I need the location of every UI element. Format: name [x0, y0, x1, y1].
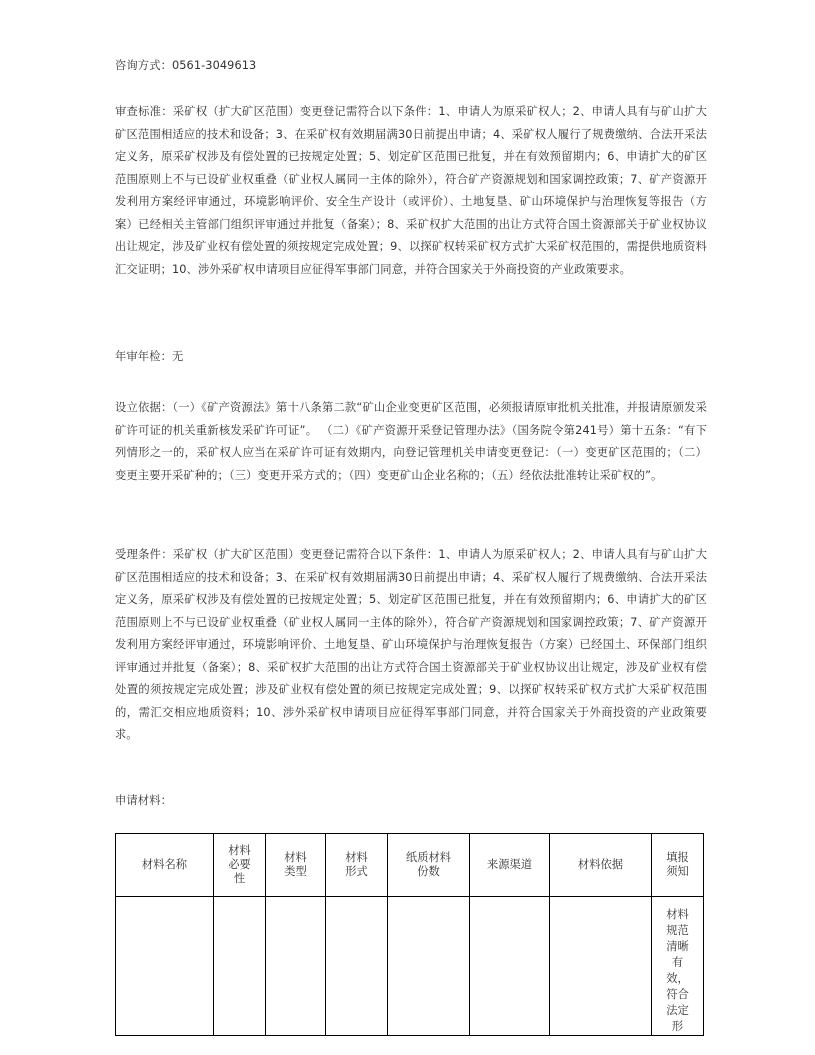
acceptance-conditions: 受理条件：采矿权（扩大矿区范围）变更登记需符合以下条件：1、申请人为原采矿权人；2、申请人具有与矿山扩大矿区范围相适应的技术和设备；3、在采矿权有效期届满30日前提出申请；4、采矿权人履行了规费缴纳、合法开采法定义务，原采矿权涉及有偿处置的已按规定处置；5、划定矿区范围已批复，并在有效预留期内；6、申请扩大的矿区范围原则上不与已设矿业权重叠（矿业权人属同一主体的除外），符合矿产资源规划和国家调控政策；7、矿产资源开发利用方案经评审通过，环境影响评价、土地复垦、矿山环境保护与治理恢复报告（方案）已经国土、环保部门组织评审通过并批复（备案）；8、采矿权扩大范围的出让方式符合国土资源部关于矿业权协议出让规定，涉及矿业权有偿处置的须按规定完成处置；涉及矿业权有偿处置的须已按规定完成处置；9、以探矿权转采矿权方式扩大采矿权范围的，需汇交相应地质资料；10、涉外采矿权申请项目应征得军事部门同意，并符合国家关于外商投资的产业政策要求。 — [115, 548, 707, 741]
header-necessity: 材料必要性 — [214, 834, 266, 897]
header-fill-notes: 填报须知 — [652, 834, 704, 897]
header-source-channel: 来源渠道 — [470, 834, 550, 897]
header-material-name: 材料名称 — [116, 834, 214, 897]
materials-table — [115, 833, 704, 1036]
header-material-type: 材料类型 — [266, 834, 326, 897]
consult-info: 咨询方式：0561-3049613 — [115, 59, 257, 72]
fill-note-text: 材料规范清晰有效，符合法定形 — [666, 908, 689, 1033]
header-material-form: 材料形式 — [326, 834, 388, 897]
table-row — [116, 897, 704, 1036]
review-standard: 审查标准：采矿权（扩大矿区范围）变更登记需符合以下条件：1、申请人为原采矿权人；2、申请人具有与矿山扩大矿区范围相适应的技术和设备；3、在采矿权有效期届满30日前提出申请；4、采矿权人履行了规费缴纳、合法开采法定义务，原采矿权涉及有偿处置的已按规定处置；5、划定矿区范围已批复，并在有效预留期内；6、申请扩大的矿区范围原则上不与已设矿业权重叠（矿业权人属同一主体的除外），符合矿产资源规划和国家调控政策；7、矿产资源开发利用方案经评审通过，环境影响评价、安全生产设计（或评价）、土地复垦、矿山环境保护与治理恢复等报告（方案）已经相关主管部门组织评审通过并批复（备案）；8、采矿权扩大范围的出让方式符合国土资源部关于矿业权协议出让规定，涉及矿业权有偿处置的须按规定完成处置；9、以探矿权转采矿权方式扩大采矿权范围的，需提供地质资料汇交证明；10、涉外采矿权申请项目应征得军事部门同意，并符合国家关于外商投资的产业政策要求。 — [115, 105, 707, 276]
table-header-row — [116, 834, 704, 897]
header-material-basis: 材料依据 — [550, 834, 652, 897]
annual-inspection: 年审年检：无 — [115, 350, 184, 363]
header-paper-copies: 纸质材料份数 — [388, 834, 470, 897]
materials-heading: 申请材料： — [115, 794, 172, 807]
legal-basis: 设立依据：（一）《矿产资源法》第十八条第二款“矿山企业变更矿区范围，必须报请原审批机关批准，并报请原颁发采矿许可证的机关重新核发采矿许可证”。 （二）《矿产资源开采登记管理办法》（国务院令第241号）第十五条：“有下列情形之一的，采矿权人应当在采矿许可证有效期内，向登记管理机关申请变更登记：（一）变更矿区范围的；（二）变更主要开采矿种的；（三）变更开采方式的；（四）变更矿山企业名称的；（五）经依法批准转让采矿权的”。 — [115, 401, 707, 482]
